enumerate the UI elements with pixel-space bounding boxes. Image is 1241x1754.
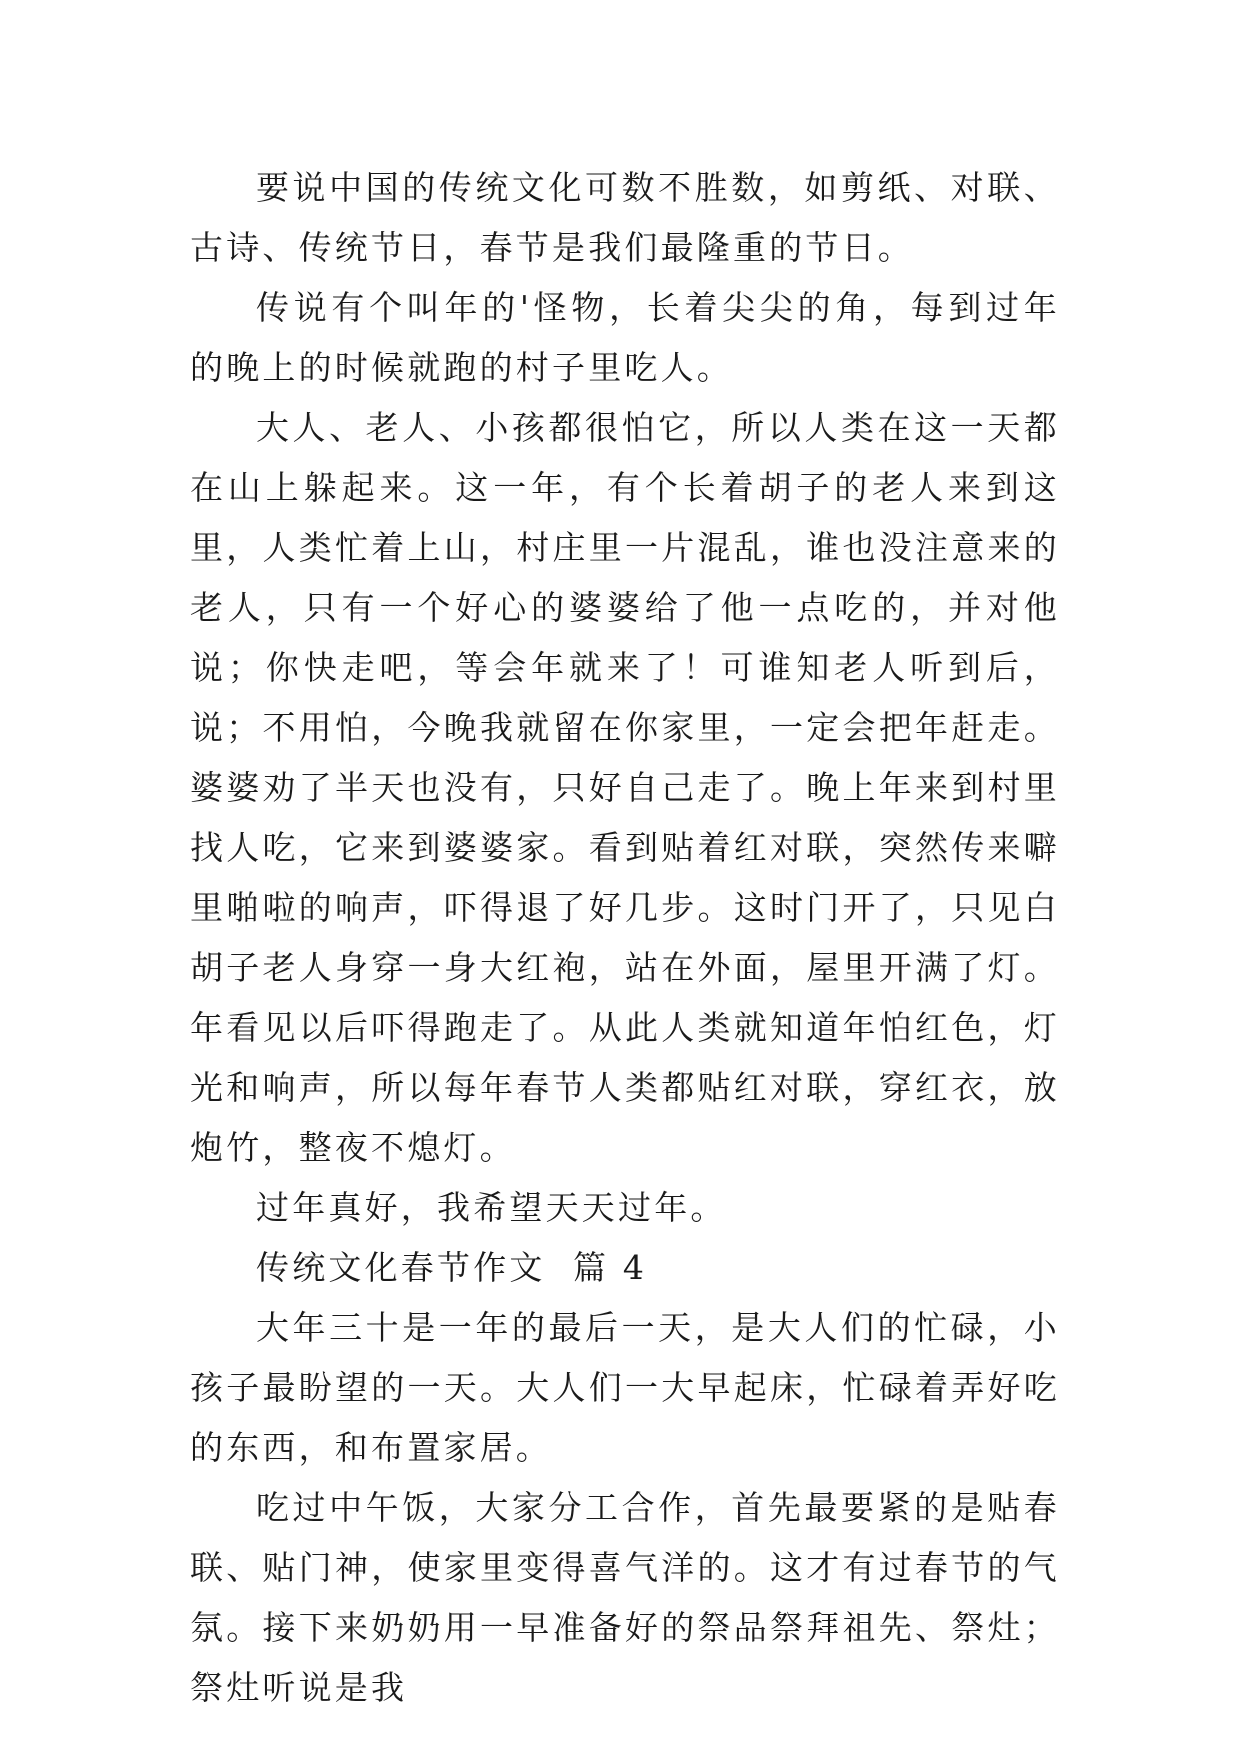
paragraph-1: 要说中国的传统文化可数不胜数，如剪纸、对联、古诗、传统节日，春节是我们最隆重的节日。 xyxy=(190,168,1060,267)
paragraph-6: 吃过中午饭，大家分工合作，首先最要紧的是贴春联、贴门神，使家里变得喜气洋的。这才有过春节的气氛。接下来奶奶用一早准备好的祭品祭拜祖先、祭灶；祭灶听说是我 xyxy=(190,1488,1060,1707)
paragraph-3: 大人、老人、小孩都很怕它，所以人类在这一天都在山上躲起来。这一年，有个长着胡子的老人来到这里，人类忙着上山，村庄里一片混乱，谁也没注意来的老人，只有一个好心的婆婆给了他一点吃的，并对他说；你快走吧，等会年就来了！可谁知老人听到后，说；不用怕，今晚我就留在你家里，一定会把年赶走。婆婆劝了半天也没有，只好自己走了。晚上年来到村里找人吃，它来到婆婆家。看到贴着红对联，突然传来噼里啪啦的响声，吓得退了好几步。这时门开了，只见白胡子老人身穿一身大红袍，站在外面，屋里开满了灯。年看见以后吓得跑走了。从此人类就知道年怕红色，灯光和响声，所以每年春节人类都贴红对联，穿红衣，放炮竹，整夜不熄灯。 xyxy=(190,408,1060,1167)
paragraph-2: 传说有个叫年的'怪物，长着尖尖的角，每到过年的晚上的时候就跑的村子里吃人。 xyxy=(190,288,1060,387)
paragraph-4: 过年真好，我希望天天过年。 xyxy=(256,1188,727,1227)
document-page xyxy=(190,158,1060,1718)
paragraph-5: 大年三十是一年的最后一天，是大人们的忙碌，小孩子最盼望的一天。大人们一大早起床，忙碌着弄好吃的东西，和布置家居。 xyxy=(190,1308,1060,1467)
section-heading: 传统文化春节作文 篇 4 xyxy=(256,1248,648,1287)
